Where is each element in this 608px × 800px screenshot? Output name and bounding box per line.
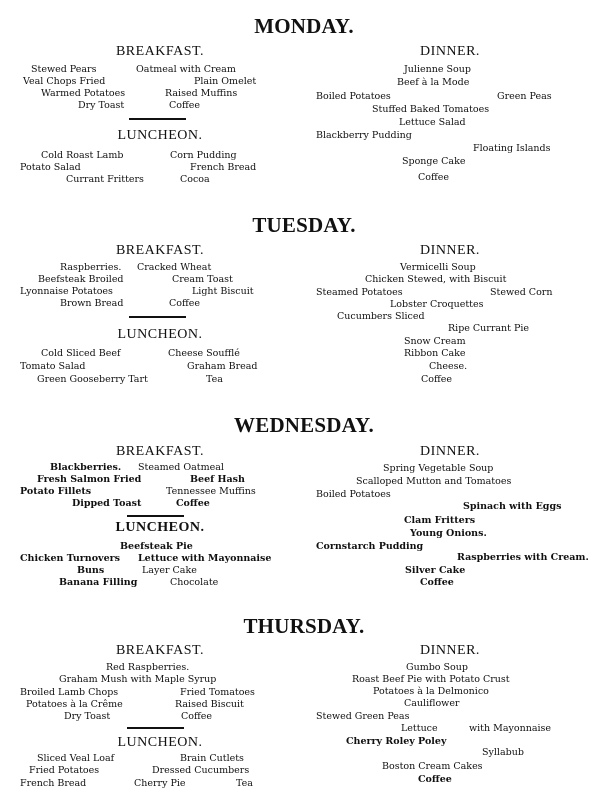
- menu-item: Dry Toast: [64, 711, 111, 722]
- menu-item: Coffee: [169, 100, 200, 111]
- menu-item: Plain Omelet: [194, 76, 257, 87]
- menu-item: Dry Toast: [78, 100, 125, 111]
- menu-item: Corn Pudding: [170, 150, 237, 161]
- menu-item: Potatoes à la Delmonico: [373, 686, 489, 697]
- menu-item: Floating Islands: [473, 143, 551, 154]
- menu-item: Beefsteak Pie: [120, 541, 193, 552]
- menu-item: Cauliflower: [404, 698, 460, 709]
- tuesday-breakfast-heading: BREAKFAST.: [115, 243, 205, 258]
- menu-item: Spinach with Eggs: [463, 501, 562, 512]
- menu-item: Green Gooseberry Tart: [37, 374, 148, 385]
- menu-item: Sliced Veal Loaf: [37, 753, 115, 764]
- section-divider: [129, 118, 186, 120]
- menu-item: Graham Bread: [187, 361, 258, 372]
- menu-item: Tomato Salad: [20, 361, 86, 372]
- menu-item: Chicken Turnovers: [20, 553, 120, 564]
- menu-item: Julienne Soup: [404, 64, 471, 75]
- menu-item: Fried Potatoes: [29, 765, 100, 776]
- section-divider: [127, 515, 184, 517]
- monday-breakfast-heading: BREAKFAST.: [115, 44, 205, 59]
- day-title-thursday: THURSDAY.: [243, 614, 365, 638]
- wednesday-luncheon-heading: LUNCHEON.: [115, 520, 205, 535]
- menu-item: Tea: [206, 374, 223, 385]
- menu-item: Silver Cake: [405, 565, 466, 576]
- menu-item: Graham Mush with Maple Syrup: [59, 674, 217, 685]
- menu-item: Raised Biscuit: [175, 699, 244, 710]
- menu-item: Boiled Potatoes: [316, 489, 391, 500]
- menu-item: Cold Roast Lamb: [41, 150, 124, 161]
- menu-item: Dressed Cucumbers: [152, 765, 250, 776]
- menu-item: Stewed Corn: [490, 287, 553, 298]
- menu-item: Stewed Pears: [31, 64, 97, 75]
- menu-item: Cherry Pie: [134, 778, 186, 789]
- menu-item: Scalloped Mutton and Tomatoes: [356, 476, 512, 487]
- thursday-dinner-heading: DINNER.: [420, 643, 480, 658]
- menu-item: Coffee: [169, 298, 200, 309]
- menu-item: Cracked Wheat: [137, 262, 212, 273]
- menu-item: Cheese Soufflé: [168, 348, 240, 359]
- menu-item: Boiled Potatoes: [316, 91, 391, 102]
- menu-item: Cold Sliced Beef: [41, 348, 121, 359]
- menu-item: Coffee: [181, 711, 212, 722]
- menu-item: Coffee: [418, 172, 449, 183]
- menu-item: Warmed Potatoes: [41, 88, 126, 99]
- menu-item: Ribbon Cake: [404, 348, 466, 359]
- menu-item: Beef Hash: [190, 474, 245, 485]
- wednesday-dinner-heading: DINNER.: [420, 444, 480, 459]
- menu-item: Chicken Stewed, with Biscuit: [365, 274, 507, 285]
- menu-item: Cucumbers Sliced: [337, 311, 425, 322]
- menu-item: Potato Salad: [20, 162, 81, 173]
- menu-item: Stewed Green Peas: [316, 711, 410, 722]
- menu-item: Steamed Oatmeal: [138, 462, 224, 473]
- menu-item: Ripe Currant Pie: [448, 323, 530, 334]
- menu-item: Stuffed Baked Tomatoes: [372, 104, 490, 115]
- menu-item: Fresh Salmon Fried: [37, 474, 142, 485]
- menu-item: Banana Filling: [59, 577, 138, 588]
- menu-item: Green Peas: [497, 91, 552, 102]
- menu-item: Cornstarch Pudding: [316, 541, 424, 552]
- menu-item: Potato Fillets: [20, 486, 92, 497]
- day-title-tuesday: TUESDAY.: [252, 213, 356, 237]
- tuesday-dinner-heading: DINNER.: [420, 243, 480, 258]
- menu-item: Coffee: [420, 577, 454, 588]
- menu-item: Coffee: [421, 374, 452, 385]
- menu-item: French Bread: [20, 778, 87, 789]
- thursday-luncheon-heading: LUNCHEON.: [117, 735, 203, 750]
- menu-item: Lettuce: [401, 723, 438, 734]
- menu-item: Fried Tomatoes: [180, 687, 255, 698]
- menu-item: Chocolate: [170, 577, 219, 588]
- menu-item: Broiled Lamb Chops: [20, 687, 119, 698]
- section-divider: [127, 727, 184, 729]
- monday-luncheon-heading: LUNCHEON.: [117, 128, 203, 143]
- menu-item: Cheese.: [429, 361, 468, 372]
- menu-item: Potatoes à la Crême: [26, 699, 123, 710]
- day-title-wednesday: WEDNESDAY.: [234, 413, 374, 437]
- menu-item: Vermicelli Soup: [400, 262, 476, 273]
- menu-item: Dipped Toast: [72, 498, 142, 509]
- menu-item: Raised Muffins: [165, 88, 238, 99]
- menu-item: Brown Bread: [60, 298, 124, 309]
- menu-item: Blackberry Pudding: [316, 130, 412, 141]
- menu-item: Currant Fritters: [66, 174, 144, 185]
- menu-item: Snow Cream: [404, 336, 466, 347]
- menu-item: Sponge Cake: [402, 156, 466, 167]
- menu-item: Roast Beef Pie with Potato Crust: [352, 674, 510, 685]
- menu-item: Boston Cream Cakes: [382, 761, 483, 772]
- menu-item: Oatmeal with Cream: [136, 64, 236, 75]
- menu-item: Cream Toast: [172, 274, 233, 285]
- menu-item: Gumbo Soup: [406, 662, 468, 673]
- menu-item: Beef à la Mode: [397, 77, 470, 88]
- menu-item: Lettuce with Mayonnaise: [138, 553, 272, 564]
- menu-item: Lobster Croquettes: [390, 299, 484, 310]
- menu-item: Tennessee Muffins: [166, 486, 256, 497]
- menu-item: Spring Vegetable Soup: [383, 463, 494, 474]
- menu-item: Lettuce Salad: [399, 117, 466, 128]
- menu-item: Coffee: [176, 498, 210, 509]
- menu-item: Clam Fritters: [404, 515, 476, 526]
- menu-item: Cocoa: [180, 174, 210, 185]
- menu-item: Red Raspberries.: [106, 662, 190, 673]
- menu-item: Beefsteak Broiled: [38, 274, 124, 285]
- menu-item: Steamed Potatoes: [316, 287, 403, 298]
- menu-item: Raspberries.: [60, 262, 122, 273]
- menu-item: Tea: [236, 778, 253, 789]
- menu-item: Buns: [77, 565, 105, 576]
- menu-item: Syllabub: [482, 747, 524, 758]
- day-title-monday: MONDAY.: [254, 14, 354, 38]
- wednesday-breakfast-heading: BREAKFAST.: [115, 444, 205, 459]
- section-divider: [129, 316, 186, 318]
- menu-item: Brain Cutlets: [180, 753, 244, 764]
- menu-item: French Bread: [190, 162, 257, 173]
- menu-item: Lyonnaise Potatoes: [20, 286, 113, 297]
- menu-item: with Mayonnaise: [469, 723, 552, 734]
- menu-item: Coffee: [418, 774, 452, 785]
- menu-item: Blackberries.: [50, 462, 122, 473]
- monday-dinner-heading: DINNER.: [420, 44, 480, 59]
- menu-item: Light Biscuit: [192, 286, 254, 297]
- thursday-breakfast-heading: BREAKFAST.: [115, 643, 205, 658]
- menu-item: Layer Cake: [142, 565, 197, 576]
- tuesday-luncheon-heading: LUNCHEON.: [117, 327, 203, 342]
- menu-item: Veal Chops Fried: [23, 76, 106, 87]
- menu-item: Raspberries with Cream.: [457, 552, 589, 563]
- menu-item: Cherry Roley Poley: [346, 736, 447, 747]
- menu-item: Young Onions.: [410, 528, 487, 539]
